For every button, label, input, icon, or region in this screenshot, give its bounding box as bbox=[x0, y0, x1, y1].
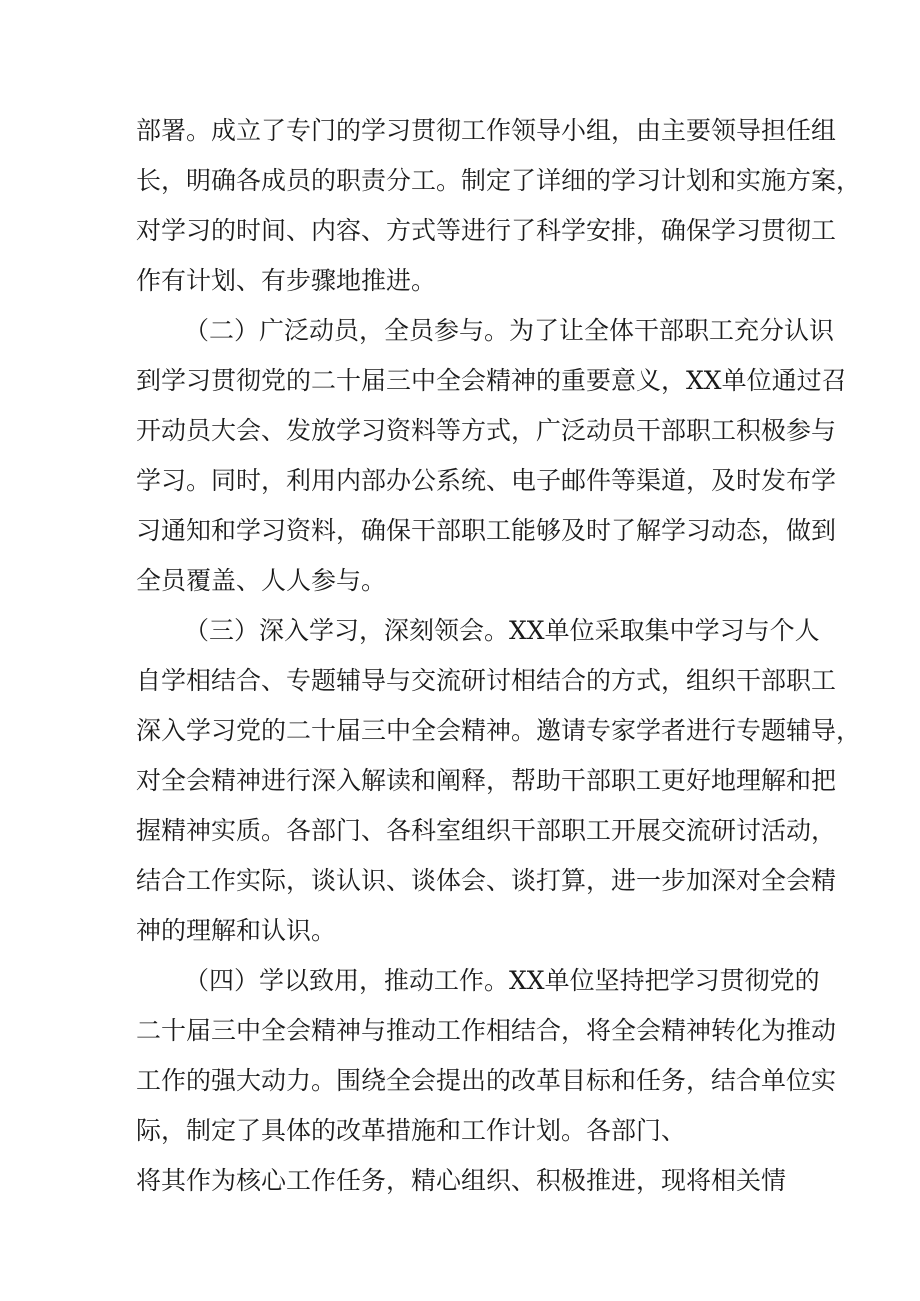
line-text: 部署。成立了专门的学习贯彻工作领导小组，由主要领导担任组 bbox=[136, 116, 837, 145]
text-line bbox=[0, 156, 920, 206]
line-text: 二十届三中全会精神与推动工作相结合，将全会精神转化为推动 bbox=[136, 1016, 837, 1045]
line-text: 全员覆盖、人人参与。 bbox=[136, 566, 387, 595]
line-text: 深入学习党的二十届三中全会精神。邀请专家学者进行专题辅导， bbox=[136, 716, 862, 745]
line-text: 结合工作实际，谈认识、谈体会、谈打算，进一步加深对全会精 bbox=[136, 866, 837, 895]
text-line bbox=[0, 756, 920, 806]
line-text: 际，制定了具体的改革措施和工作计划。各部门、 bbox=[136, 1116, 687, 1145]
text-line bbox=[0, 306, 920, 356]
text-line bbox=[0, 906, 920, 956]
text-line bbox=[0, 1056, 920, 1106]
line-text: 自学相结合、专题辅导与交流研讨相结合的方式，组织干部职工 bbox=[136, 666, 837, 695]
text-line bbox=[0, 856, 920, 906]
text-line bbox=[0, 406, 920, 456]
line-text: 开动员大会、发放学习资料等方式，广泛动员干部职工积极参与 bbox=[136, 416, 837, 445]
line-text: 长，明确各成员的职责分工。制定了详细的学习计划和实施方案， bbox=[136, 166, 862, 195]
paragraph-start: （二）广泛动员，全员参与。为了让全体干部职工充分认识 bbox=[184, 316, 835, 345]
text-line bbox=[0, 1006, 920, 1056]
text-line bbox=[0, 706, 920, 756]
text-line bbox=[0, 556, 920, 606]
line-text: 工作的强大动力。围绕全会提出的改革目标和任务，结合单位实 bbox=[136, 1066, 837, 1095]
line-text: 握精神实质。各部门、各科室组织干部职工开展交流研讨活动， bbox=[136, 816, 837, 845]
text-line bbox=[0, 656, 920, 706]
line-text: 将其作为核心工作任务，精心组织、积极推进，现将相关情 bbox=[136, 1166, 787, 1195]
text-line bbox=[0, 356, 920, 406]
line-text: 神的理解和认识。 bbox=[136, 916, 337, 945]
text-line bbox=[0, 206, 920, 256]
text-line bbox=[0, 506, 920, 556]
text-line bbox=[0, 1156, 920, 1206]
line-text: 作有计划、有步骤地推进。 bbox=[136, 266, 437, 295]
text-line bbox=[0, 456, 920, 506]
text-line bbox=[0, 106, 920, 156]
line-text: 学习。同时，利用内部办公系统、电子邮件等渠道，及时发布学 bbox=[136, 466, 837, 495]
line-text: 对全会精神进行深入解读和阐释，帮助干部职工更好地理解和把 bbox=[136, 766, 837, 795]
paragraph-start: （四）学以致用，推动工作。XX单位坚持把学习贯彻党的 bbox=[184, 966, 820, 995]
line-text: 习通知和学习资料，确保干部职工能够及时了解学习动态，做到 bbox=[136, 516, 837, 545]
text-line bbox=[0, 956, 920, 1006]
paragraph-start: （三）深入学习，深刻领会。XX单位采取集中学习与个人 bbox=[184, 616, 820, 645]
line-text: 对学习的时间、内容、方式等进行了科学安排，确保学习贯彻工 bbox=[136, 216, 837, 245]
text-line bbox=[0, 606, 920, 656]
text-line bbox=[0, 1106, 920, 1156]
line-text: 到学习贯彻党的二十届三中全会精神的重要意义，XX单位通过召 bbox=[136, 366, 847, 395]
text-line bbox=[0, 806, 920, 856]
text-line bbox=[0, 256, 920, 306]
